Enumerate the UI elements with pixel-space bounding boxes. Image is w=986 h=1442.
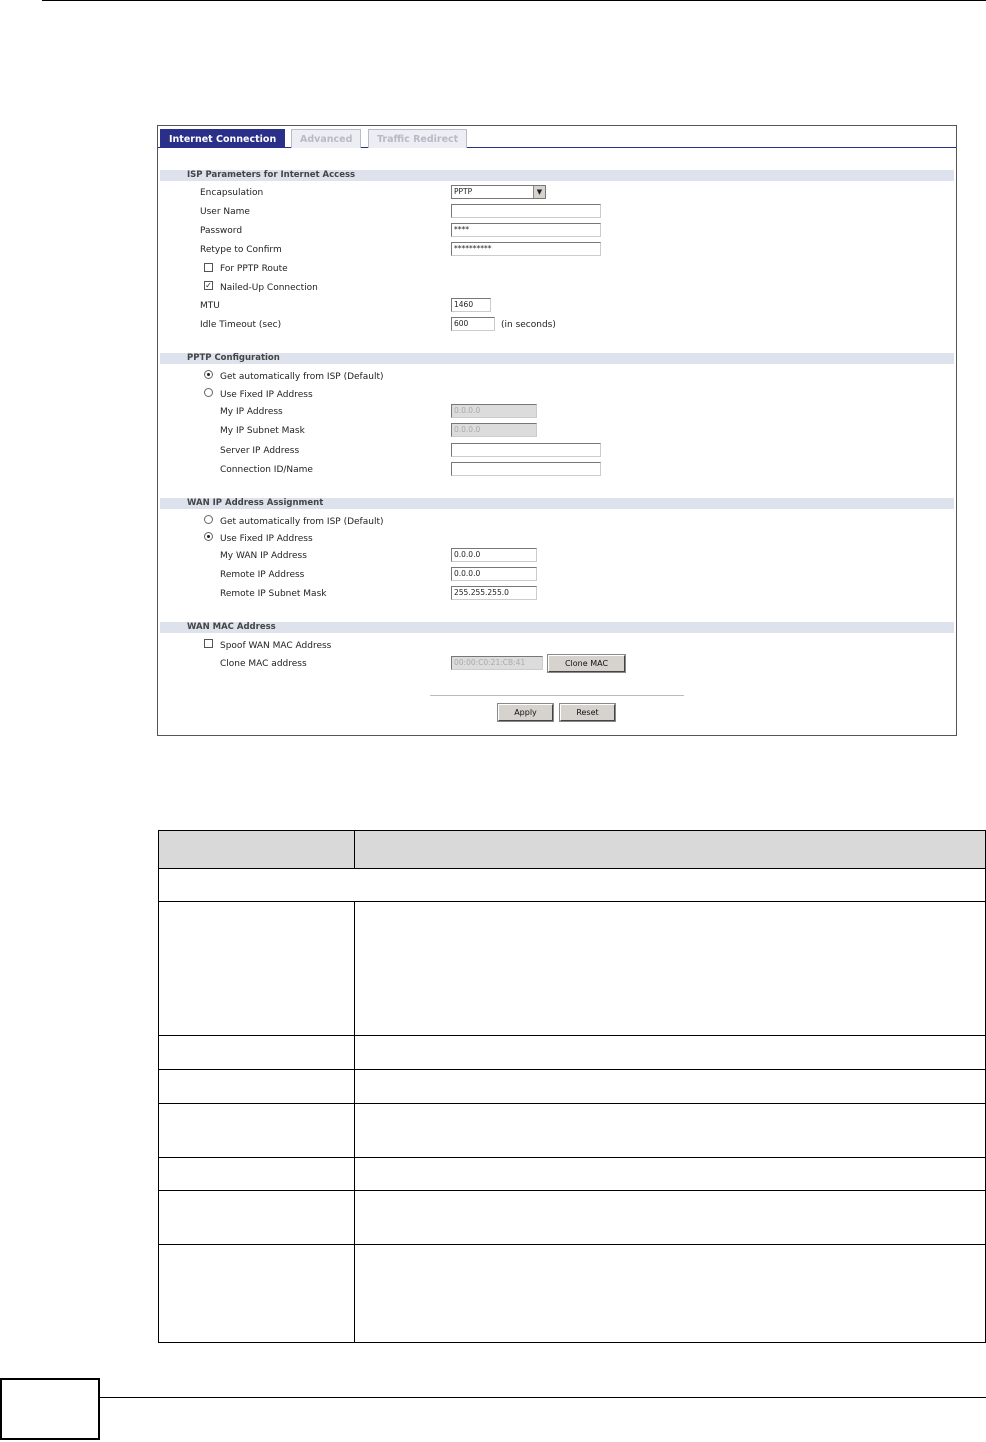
table-cell (159, 1245, 355, 1343)
my-wan-ip-field[interactable]: 0.0.0.0 (451, 548, 537, 562)
clone-mac-field[interactable]: 00:00:C0:21:CB:41 (451, 656, 543, 670)
table-header-cell (355, 831, 986, 869)
button-divider (430, 695, 684, 696)
wan-auto-radio[interactable] (204, 515, 213, 524)
wan-fixed-radio[interactable] (204, 532, 213, 541)
connection-id-label: Connection ID/Name (220, 465, 313, 475)
my-ip-label: My IP Address (220, 407, 283, 417)
table-cell (159, 1104, 355, 1158)
encapsulation-select[interactable] (451, 185, 546, 199)
table-cell (355, 1245, 986, 1343)
table-row (159, 1070, 986, 1104)
remote-ip-label: Remote IP Address (220, 570, 305, 580)
wan-section-title: WAN IP Address Assignment (160, 498, 954, 509)
check-icon: ✓ (205, 281, 212, 290)
password-field[interactable]: **** (451, 223, 601, 237)
pptp-auto-radio[interactable] (204, 370, 213, 379)
reset-button[interactable]: Reset (560, 704, 615, 721)
tab-advanced[interactable]: Advanced (291, 129, 361, 148)
field-description-table (158, 830, 986, 1343)
tab-traffic-redirect[interactable]: Traffic Redirect (368, 129, 467, 148)
username-field[interactable] (451, 204, 601, 218)
table-row (159, 1036, 986, 1070)
spoof-mac-checkbox[interactable] (204, 639, 213, 648)
connection-id-field[interactable] (451, 462, 601, 476)
nailed-up-checkbox[interactable] (204, 281, 213, 290)
wan-auto-label: Get automatically from ISP (Default) (220, 517, 384, 527)
tab-internet-connection[interactable]: Internet Connection (160, 129, 285, 148)
remote-ip-field[interactable]: 0.0.0.0 (451, 567, 537, 581)
table-row (159, 1191, 986, 1245)
table-cell (159, 1158, 355, 1191)
table-row (159, 1158, 986, 1191)
my-ip-field[interactable]: 0.0.0.0 (451, 404, 537, 418)
server-ip-label: Server IP Address (220, 446, 300, 456)
spoof-mac-label: Spoof WAN MAC Address (220, 641, 332, 651)
server-ip-field[interactable] (451, 443, 601, 457)
table-cell (355, 1104, 986, 1158)
idle-timeout-field[interactable]: 600 (451, 317, 495, 331)
table-cell (355, 1036, 986, 1070)
remote-subnet-label: Remote IP Subnet Mask (220, 589, 327, 599)
pptp-route-checkbox[interactable] (204, 263, 213, 272)
table-cell (159, 902, 355, 1036)
pptp-fixed-label: Use Fixed IP Address (220, 390, 313, 400)
pptp-fixed-radio[interactable] (204, 388, 213, 397)
pptp-auto-label: Get automatically from ISP (Default) (220, 372, 384, 382)
page-number-box (0, 1378, 100, 1440)
tab-bar (158, 126, 956, 148)
table-row (159, 1245, 986, 1343)
password-label: Password (200, 226, 243, 236)
pptp-route-label: For PPTP Route (220, 264, 288, 274)
table-cell (355, 902, 986, 1036)
clone-mac-button[interactable]: Clone MAC (548, 655, 625, 672)
footer-rule (100, 1397, 986, 1398)
table-cell (159, 1070, 355, 1104)
mtu-field[interactable]: 1460 (451, 298, 491, 312)
my-subnet-field[interactable]: 0.0.0.0 (451, 423, 537, 437)
table-row (159, 902, 986, 1036)
idle-timeout-unit: (in seconds) (501, 320, 556, 330)
username-label: User Name (200, 207, 250, 217)
chevron-down-icon: ▼ (533, 186, 545, 198)
table-header-cell (159, 831, 355, 869)
table-cell (355, 1158, 986, 1191)
my-wan-ip-label: My WAN IP Address (220, 551, 307, 561)
settings-screenshot (157, 125, 957, 736)
encapsulation-value: PPTP (454, 187, 473, 196)
pptp-section-title: PPTP Configuration (160, 353, 954, 364)
my-subnet-label: My IP Subnet Mask (220, 426, 305, 436)
header-rule (42, 0, 986, 1)
table-row (159, 1104, 986, 1158)
retype-password-field[interactable]: ********** (451, 242, 601, 256)
table-cell (159, 1191, 355, 1245)
mtu-label: MTU (200, 301, 220, 311)
isp-section-title: ISP Parameters for Internet Access (160, 170, 954, 181)
idle-timeout-label: Idle Timeout (sec) (200, 320, 282, 330)
table-cell (355, 1070, 986, 1104)
table-header-row (159, 831, 986, 869)
apply-button[interactable]: Apply (498, 704, 553, 721)
retype-label: Retype to Confirm (200, 245, 282, 255)
table-row (159, 869, 986, 902)
mac-section-title: WAN MAC Address (160, 622, 954, 633)
table-cell (355, 1191, 986, 1245)
wan-fixed-label: Use Fixed IP Address (220, 534, 313, 544)
encapsulation-label: Encapsulation (200, 188, 264, 198)
table-cell (159, 869, 986, 902)
clone-mac-label: Clone MAC address (220, 659, 307, 669)
table-cell (159, 1036, 355, 1070)
nailed-up-label: Nailed-Up Connection (220, 283, 318, 293)
remote-subnet-field[interactable]: 255.255.255.0 (451, 586, 537, 600)
